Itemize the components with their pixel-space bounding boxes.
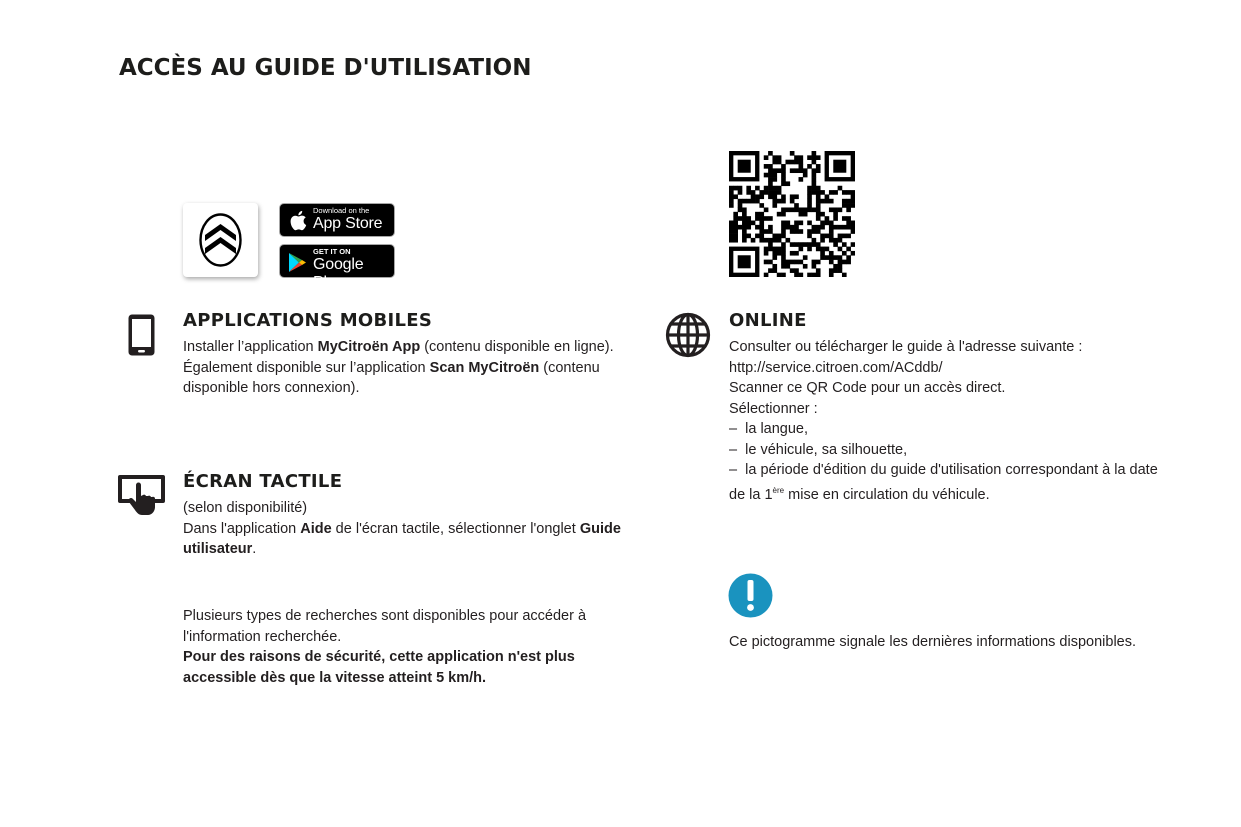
google-play-small-text: GET IT ON [313,247,351,256]
mobile-apps-text [183,337,623,399]
smartphone-icon [127,313,156,357]
mobile-p2-pre: Également disponible sur l’application [183,359,430,376]
google-play-badge[interactable] [279,244,395,291]
touchscreen-p-post: . [252,541,257,557]
safety-warning-text: Pour des raisons de sécurité, cette application n'est plus accessible dès que la vitesse atteint 5 km/h. [183,649,575,686]
touchscreen-icon [117,473,166,516]
mycitroen-app-icon[interactable] [183,203,258,277]
bullet-vehicle: – le véhicule, sa silhouette, [729,441,908,458]
bullet-period-end: mise en circulation du véhicule. [784,486,990,503]
bullet-period-superscript: ère [772,485,785,495]
mobile-p1-post: (contenu disponible en ligne). [420,339,614,355]
online-title: ONLINE [729,310,807,331]
app-store-small-text: Download on the [313,206,370,215]
guide-utilisateur-tab: Guide utilisateur [183,520,621,557]
mobile-apps-title: APPLICATIONS MOBILES [183,310,433,331]
online-line3: Scanner ce QR Code pour un accès direct. [729,380,1006,396]
page-title: ACCÈS AU GUIDE D'UTILISATION [119,55,532,81]
app-store-big-text: App Store [313,215,383,232]
globe-icon [665,312,711,358]
aide-app-name: Aide [300,520,332,537]
touchscreen-p-pre: Dans l'application [183,520,301,537]
online-line4: Sélectionner : [729,400,818,417]
online-text [729,337,1169,505]
touchscreen-title: ÉCRAN TACTILE [183,471,343,492]
guide-url-link[interactable]: http://service.citroen.com/ACddb/ [729,359,943,376]
mobile-p1-pre: Installer l’application [183,339,318,355]
mobile-p2-post: (contenu disponible hors connexion). [183,359,600,396]
touchscreen-text [183,498,623,560]
bullet-period-text: la période d'édition du guide d'utilisation correspondant à la date de la 1 [729,462,1158,503]
scan-mycitroen-name: Scan MyCitroën [429,359,540,376]
bullet-language-text: la langue, [745,421,809,437]
exclamation-icon [728,573,773,618]
mycitroen-app-name: MyCitroën App [317,339,421,355]
google-play-icon [288,252,307,273]
bullet-period: – la période d'édition du guide d'utilisation correspondant à la date de la 1ère mise en circulation du véhicule. [729,462,1158,503]
google-play-big-text: Google Play [313,256,364,291]
mobile-apps-section [183,310,623,399]
online-line1: Consulter ou télécharger le guide à l'adresse suivante : [729,339,1083,355]
touchscreen-p-mid: de l'écran tactile, sélectionner l'onglet [331,520,580,537]
qr-code[interactable] [729,151,855,277]
bullet-language: – la langue, [729,421,809,437]
app-store-badge[interactable] [279,203,395,237]
online-section [729,310,1169,505]
touchscreen-section [183,471,623,560]
apple-icon [289,210,307,231]
search-info-block [183,606,623,688]
search-info-text: Plusieurs types de recherches sont disponibles pour accéder à l'information recherchée. [183,608,587,645]
bullet-vehicle-text: le véhicule, sa silhouette, [745,441,908,458]
notice-block [729,632,1149,653]
touchscreen-availability: (selon disponibilité) [183,500,308,516]
notice-text: Ce pictogramme signale les dernières informations disponibles. [729,634,1137,650]
citroen-logo-icon [183,203,258,277]
